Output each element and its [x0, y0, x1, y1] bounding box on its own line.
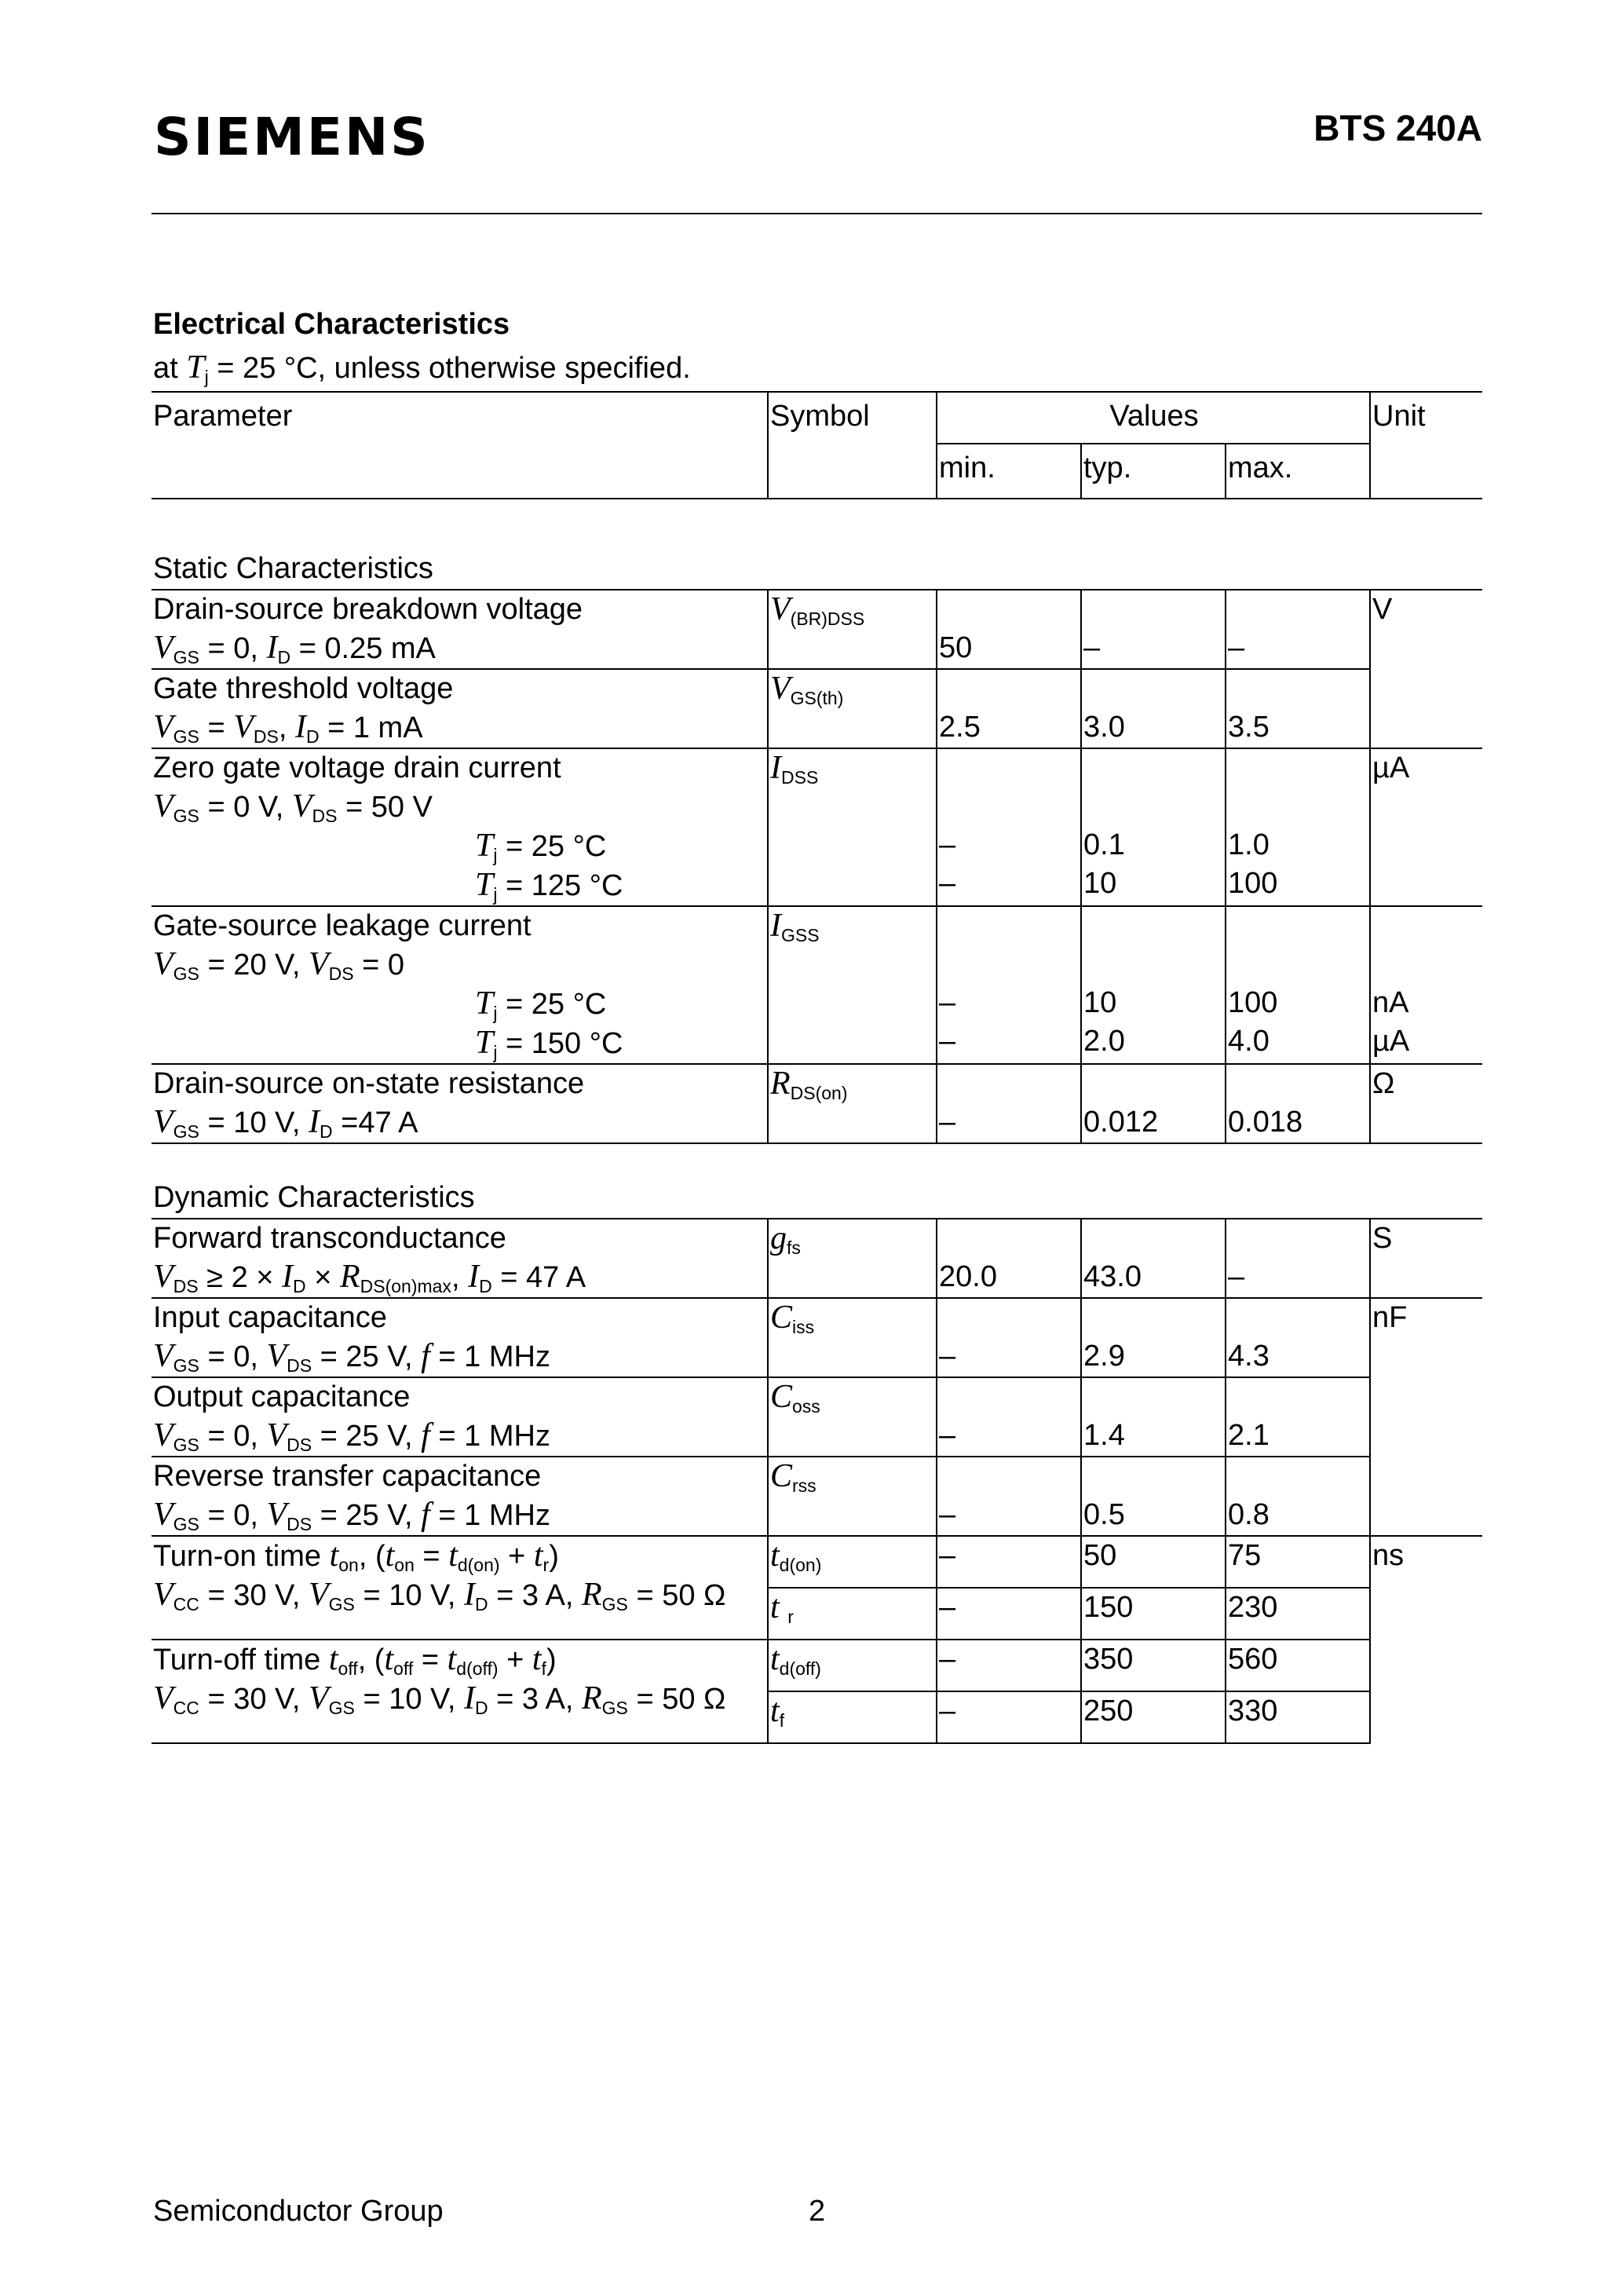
- max-cell: 230: [1226, 1588, 1370, 1640]
- dynamic-section-row: [152, 1143, 1482, 1219]
- symbol-cell: t $_r$: [768, 1588, 937, 1640]
- symbol-cell: $V_{(BR)DSS}$: [768, 590, 937, 669]
- max-cell: 3.5: [1226, 669, 1370, 748]
- symbol-cell: $V_{GS(th)}$: [768, 669, 937, 748]
- param-cell: Reverse transfer capacitance $V_{GS} = 0$, $V_{DS} = 25$ V, f = 1 MHz: [152, 1457, 768, 1536]
- header-values: Values: [937, 392, 1370, 444]
- max-cell: –: [1226, 1219, 1370, 1298]
- symbol-cell: $t_{d(off)}$: [768, 1640, 937, 1691]
- param-cell: Forward transconductance $V_{DS} \ge 2 \times I_D \times R_{DS(on)max}$, $I_D = 47$ A: [152, 1219, 768, 1298]
- table-row: [152, 1640, 1482, 1691]
- unit-cell: µA: [1370, 748, 1482, 906]
- param-cell: Turn-on time $t_{on}$, $(t_{on} = t_{d(on)} + t_r)$ $V_{CC} = 30$ V, $V_{GS} = 10$ V, $I_D = 3$ A, $R_{GS} = 50$ Ω: [152, 1536, 768, 1640]
- min-cell: 2.5: [937, 669, 1081, 748]
- min-cell: 50: [937, 590, 1081, 669]
- max-cell: 330: [1226, 1691, 1370, 1743]
- min-cell: –: [937, 1298, 1081, 1377]
- min-cell: –: [937, 1536, 1081, 1588]
- static-section-row: [152, 499, 1482, 590]
- max-cell: –: [1226, 590, 1370, 669]
- max-cell: 2.1: [1226, 1377, 1370, 1457]
- header-symbol: Symbol: [768, 392, 937, 499]
- max-cell: 560: [1226, 1640, 1370, 1691]
- electrical-characteristics-table: [152, 391, 1482, 1744]
- typ-cell: 350: [1081, 1640, 1226, 1691]
- unit-cell: nF: [1370, 1298, 1482, 1536]
- param-cell: Turn-off time $t_{off}$, $(t_{off} = t_{d(off)} + t_f)$ $V_{CC} = 30$ V, $V_{GS} = 10$ V, $I_D = 3$ A, $R_{GS} = 50$ Ω: [152, 1640, 768, 1743]
- symbol-cell: $t_f$: [768, 1691, 937, 1743]
- param-cell: Zero gate voltage drain current $V_{GS} = 0$ V, $V_{DS} = 50$ V $T_j = 25$ °C $T_j = 125$ °C: [152, 748, 768, 906]
- header-parameter: Parameter: [152, 392, 768, 499]
- siemens-logo: SIEMENS: [154, 107, 430, 167]
- typ-cell: 0.012: [1081, 1064, 1226, 1143]
- min-cell: –: [937, 1588, 1081, 1640]
- min-cell: –: [937, 1377, 1081, 1457]
- table-row: [152, 748, 1482, 906]
- unit-cell: ns: [1370, 1536, 1482, 1743]
- footer-group: Semiconductor Group: [153, 2195, 444, 2228]
- unit-cell: nA µA: [1370, 906, 1482, 1064]
- symbol-cell: $R_{DS(on)}$: [768, 1064, 937, 1143]
- param-cell: Input capacitance $V_{GS} = 0$, $V_{DS} = 25$ V, f = 1 MHz: [152, 1298, 768, 1377]
- typ-cell: 0.1 10: [1081, 748, 1226, 906]
- max-cell: 0.018: [1226, 1064, 1370, 1143]
- typ-cell: 3.0: [1081, 669, 1226, 748]
- typ-cell: 0.5: [1081, 1457, 1226, 1536]
- min-cell: –: [937, 1064, 1081, 1143]
- min-cell: 20.0: [937, 1219, 1081, 1298]
- section-title: Electrical Characteristics: [153, 308, 510, 341]
- dynamic-title: Dynamic Characteristics: [153, 1181, 475, 1214]
- max-cell: 0.8: [1226, 1457, 1370, 1536]
- part-number: BTS 240A: [1313, 108, 1482, 148]
- param-cell: Drain-source on-state resistance $V_{GS} = 10$ V, $I_D =47$ A: [152, 1064, 768, 1143]
- typ-cell: 10 2.0: [1081, 906, 1226, 1064]
- unit-cell: S: [1370, 1219, 1482, 1298]
- typ-cell: 1.4: [1081, 1377, 1226, 1457]
- page-number: 2: [809, 2195, 826, 2228]
- min-cell: –: [937, 1640, 1081, 1691]
- table-row: [152, 906, 1482, 1064]
- min-cell: –: [937, 1691, 1081, 1743]
- max-cell: 75: [1226, 1536, 1370, 1588]
- typ-cell: 43.0: [1081, 1219, 1226, 1298]
- unit-cell: Ω: [1370, 1064, 1482, 1143]
- header-typ: typ.: [1081, 444, 1226, 499]
- header-max: max.: [1226, 444, 1370, 499]
- param-cell: Drain-source breakdown voltage $V_{GS} = 0$, $I_D = 0.25$ mA: [152, 590, 768, 669]
- table-row: [152, 590, 1482, 669]
- min-cell: – –: [937, 906, 1081, 1064]
- header-min: min.: [937, 444, 1081, 499]
- param-cell: Gate threshold voltage $V_{GS} = V_{DS}$, $I_D = 1$ mA: [152, 669, 768, 748]
- table-row: [152, 1536, 1482, 1588]
- symbol-cell: $C_{oss}$: [768, 1377, 937, 1457]
- typ-cell: –: [1081, 590, 1226, 669]
- table-row: [152, 1377, 1482, 1457]
- table-row: [152, 1219, 1482, 1298]
- header-divider: [152, 213, 1482, 214]
- min-cell: – –: [937, 748, 1081, 906]
- section-subtitle: at $T_j = 25$ °C, unless otherwise specified.: [153, 349, 691, 387]
- table-row: [152, 1298, 1482, 1377]
- static-title: Static Characteristics: [152, 499, 1482, 590]
- symbol-cell: $g_{fs}$: [768, 1219, 937, 1298]
- symbol-cell: $I_{DSS}$: [768, 748, 937, 906]
- header-unit: Unit: [1370, 392, 1482, 499]
- param-cell: Output capacitance $V_{GS} = 0$, $V_{DS} = 25$ V, f = 1 MHz: [152, 1377, 768, 1457]
- typ-cell: 2.9: [1081, 1298, 1226, 1377]
- typ-cell: 250: [1081, 1691, 1226, 1743]
- symbol-cell: $I_{GSS}$: [768, 906, 937, 1064]
- table-header-row: [152, 392, 1482, 444]
- symbol-cell: $C_{iss}$: [768, 1298, 937, 1377]
- table-row: [152, 669, 1482, 748]
- unit-cell: V: [1370, 590, 1482, 748]
- symbol-cell: $t_{d(on)}$: [768, 1536, 937, 1588]
- min-cell: –: [937, 1457, 1081, 1536]
- max-cell: 100 4.0: [1226, 906, 1370, 1064]
- param-cell: Gate-source leakage current $V_{GS} = 20$ V, $V_{DS} = 0$ $T_j = 25$ °C $T_j = 150$ °C: [152, 906, 768, 1064]
- typ-cell: 50: [1081, 1536, 1226, 1588]
- symbol-cell: $C_{rss}$: [768, 1457, 937, 1536]
- table-row: [152, 1064, 1482, 1143]
- max-cell: 1.0 100: [1226, 748, 1370, 906]
- max-cell: 4.3: [1226, 1298, 1370, 1377]
- table-row: [152, 1457, 1482, 1536]
- typ-cell: 150: [1081, 1588, 1226, 1640]
